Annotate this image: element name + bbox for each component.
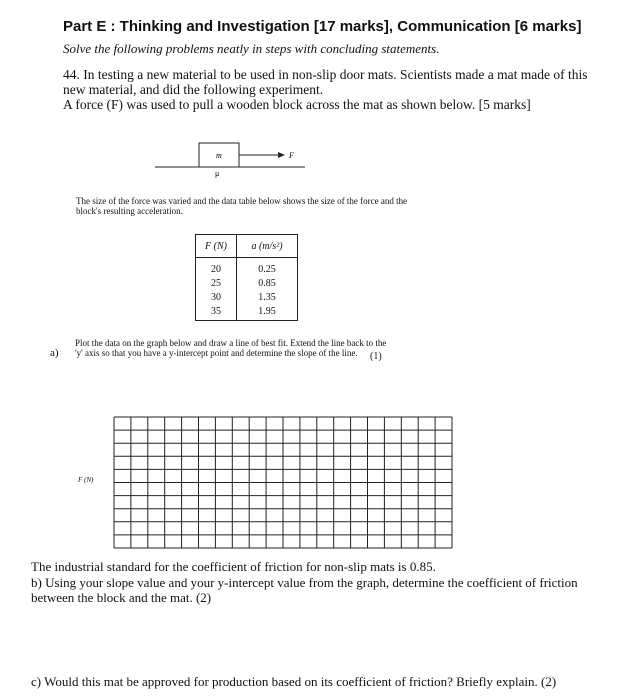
table-header-row (196, 235, 298, 258)
y-axis-label: F (N) (78, 476, 94, 484)
table-cell: 20 (196, 258, 237, 277)
question-line: new material, and did the following experiment. (63, 82, 324, 97)
block-label: m (216, 151, 222, 160)
table-cell: 0.85 (237, 276, 298, 290)
table-cell: 0.25 (237, 258, 298, 277)
arrow-head-icon (278, 152, 285, 158)
force-diagram (150, 138, 310, 178)
table-intro: The size of the force was varied and the data table below shows the size of the force and the (76, 196, 408, 206)
table-intro: block's resulting acceleration. (76, 206, 183, 216)
table-cell: 1.95 (237, 304, 298, 321)
part-a-instruction: 'y' axis so that you have a y-intercept point and determine the slope of the line. (75, 348, 358, 358)
table-row (196, 290, 298, 304)
part-c-question: c) Would this mat be approved for production based on its coefficient of friction? Briefly explain. (2) (31, 674, 557, 689)
question-line: 44. In testing a new material to be used in non-slip door mats. Scientists made a mat made of this (63, 67, 588, 82)
part-a-marks: (1) (370, 351, 382, 362)
table-row (196, 304, 298, 321)
data-table (195, 234, 298, 321)
force-label: F (289, 151, 294, 160)
surface-label: μ (215, 169, 220, 178)
part-a-instruction: Plot the data on the graph below and draw a line of best fit. Extend the line back to the (75, 338, 387, 348)
column-header: F (N) (196, 235, 237, 258)
instructions: Solve the following problems neatly in steps with concluding statements. (63, 41, 440, 56)
column-header: a (m/s²) (237, 235, 298, 258)
table-row (196, 258, 298, 277)
standard-statement: The industrial standard for the coefficient of friction for non-slip mats is 0.85. (31, 559, 436, 574)
table-row (196, 276, 298, 290)
graph-grid[interactable] (113, 416, 453, 549)
table-cell: 35 (196, 304, 237, 321)
table-cell: 30 (196, 290, 237, 304)
question-line: A force (F) was used to pull a wooden block across the mat as shown below. [5 marks] (63, 97, 531, 112)
part-b-question: between the block and the mat. (2) (31, 590, 212, 605)
table-cell: 25 (196, 276, 237, 290)
part-b-question: b) Using your slope value and your y-intercept value from the graph, determine the coefficient of friction (31, 575, 578, 590)
page-title: Part E : Thinking and Investigation [17 marks], Communication [6 marks] (63, 18, 582, 35)
table-cell: 1.35 (237, 290, 298, 304)
part-a-label: a) (50, 347, 59, 359)
